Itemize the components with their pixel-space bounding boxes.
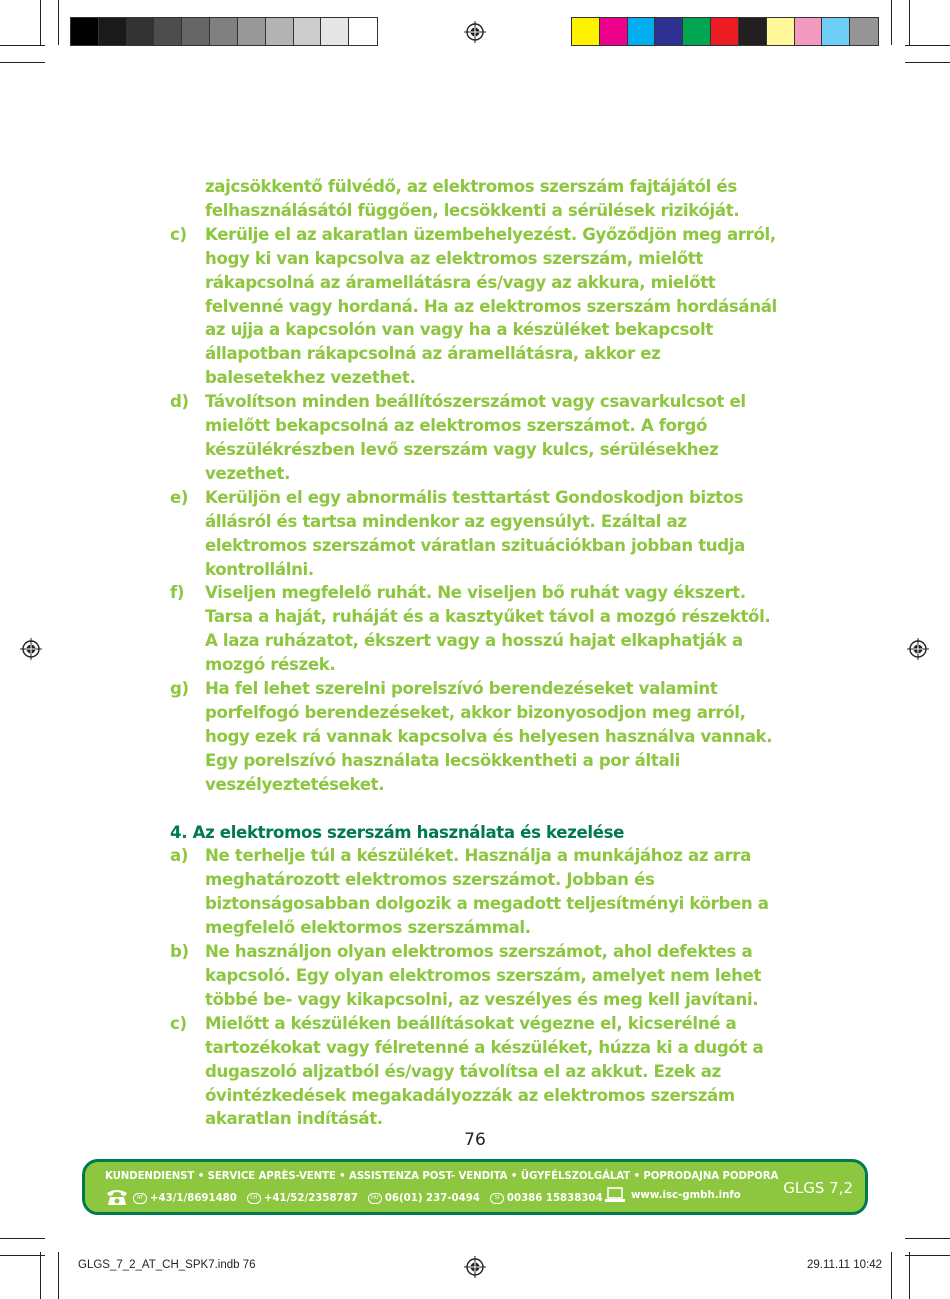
- list-item-text: Távolítson minden beállítószerszámot vagy csavarkulcsot el mielőtt bekapcsolná az elektromos szerszámot. A forgó készülékrészben levő szerszám vagy kulcs, sérülésekhez vezethet.: [205, 392, 746, 483]
- color-swatch: [655, 18, 683, 45]
- color-swatch: [572, 18, 600, 45]
- slug-date: 29.11.11 10:42: [806, 1259, 882, 1271]
- crop-mark: [0, 1255, 45, 1256]
- color-swatch: [238, 18, 266, 45]
- color-swatch: [795, 18, 823, 45]
- color-swatch: [154, 18, 182, 45]
- list-item: [170, 223, 785, 390]
- phone-contact: [368, 1193, 480, 1204]
- color-swatch: [822, 18, 850, 45]
- grayscale-calibration-bar: [70, 17, 378, 46]
- color-swatch: [683, 18, 711, 45]
- registration-mark-icon: [20, 638, 42, 660]
- telephone-icon: [105, 1188, 129, 1206]
- registration-mark-icon: [907, 638, 929, 660]
- continued-paragraph: zajcsökkentő fülvédő, az elektromos szerszám fajtájától és felhasználásától függően, lecsökkenti a sérülések rizikóját.: [205, 177, 740, 220]
- crop-mark: [0, 45, 45, 46]
- list-item: [170, 844, 785, 940]
- crop-mark: [40, 0, 41, 45]
- website-block: [605, 1187, 741, 1203]
- safety-instructions-list: [170, 223, 785, 797]
- country-flag-icon: SI: [490, 1193, 504, 1204]
- crop-mark: [0, 62, 45, 63]
- list-item-text: Viseljen megfelelő ruhát. Ne viseljen bő ruhát vagy ékszert. Tarsa a haját, ruháját és a kasztyűket távol a mozgó részektől. A laza ruházatot, ékszert vagy a hosszú hajat elkaphatják a mozgó részek.: [205, 583, 771, 675]
- crop-mark: [891, 0, 892, 45]
- section-heading: 4. Az elektromos szerszám használata és kezelése: [170, 822, 625, 842]
- color-calibration-bar: [571, 17, 879, 46]
- list-item: [170, 940, 785, 1012]
- crop-mark: [58, 1252, 59, 1299]
- phone-contact: [490, 1193, 603, 1204]
- list-item-label: c): [170, 224, 187, 244]
- crop-mark: [905, 1255, 950, 1256]
- color-swatch: [294, 18, 322, 45]
- phone-contact: [133, 1193, 237, 1204]
- crop-mark: [40, 1252, 41, 1299]
- color-swatch: [600, 18, 628, 45]
- crop-mark: [909, 1252, 910, 1299]
- page-number: 76: [464, 1130, 486, 1150]
- crop-mark: [0, 1238, 45, 1239]
- manual-body-text: [170, 175, 785, 1131]
- registration-mark-icon: [464, 1256, 486, 1278]
- customer-service-box: [82, 1159, 868, 1215]
- registration-mark-icon: [464, 21, 486, 43]
- phone-number: 06(01) 237-0494: [384, 1193, 480, 1204]
- list-item-label: a): [170, 846, 189, 866]
- color-swatch: [266, 18, 294, 45]
- crop-mark: [905, 62, 950, 63]
- phone-number: +43/1/8691480: [150, 1193, 237, 1204]
- laptop-icon: [605, 1187, 625, 1203]
- list-item-label: d): [170, 392, 189, 412]
- list-item-label: e): [170, 487, 189, 507]
- color-swatch: [349, 18, 377, 45]
- list-item-text: Ne terhelje túl a készüléket. Használja a munkájához az arra meghatározott elektromos szerszámot. Jobban és biztonságosabban dolgozik a megadott teljesítményi körben a megfelelő elektormos szerszámmal.: [205, 846, 769, 938]
- list-item-label: c): [170, 1013, 187, 1033]
- country-flag-icon: AT: [133, 1193, 147, 1204]
- crop-mark: [891, 1252, 892, 1299]
- list-item-text: Ne használjon olyan elektromos szerszámot, ahol defektes a kapcsoló. Egy olyan elektromos szerszám, amelyet nem lehet többé be- vagy kikapcsolni, az veszélyes és meg kell javítani.: [205, 942, 762, 1009]
- country-flag-icon: HU: [368, 1193, 382, 1204]
- country-flag-icon: CH: [247, 1193, 261, 1204]
- color-swatch: [71, 18, 99, 45]
- phone-contacts: [133, 1193, 613, 1204]
- usage-instructions-list: [170, 844, 785, 1131]
- color-swatch: [739, 18, 767, 45]
- phone-contact: [247, 1193, 358, 1204]
- list-item-text: Mielőtt a készüléken beállításokat végezne el, kicserélné a tartozékokat vagy félretenné a készüléket, húzza ki a dugót a dugaszoló aljzatból és/vagy távolítsa el az akkut. Ezek az óvintézkedések megakadályozzák az elektromos szerszám akaratlan indítását.: [205, 1013, 764, 1129]
- list-item-text: Kerülje el az akaratlan üzembehelyezést. Győződjön meg arról, hogy ki van kapcsolva az elektromos szerszám, mielőtt rákapcsolná az áramellátásra és/vagy az akkura, mielőtt felvenné vagy hordaná. Ha az elektromos szerszám hordásánál az ujja a kapcsolón van vagy ha a készüléket bekapcsolt állapotban rákapcsolná az áramellátásra, akkor ez balesetekhez vezethet.: [205, 224, 777, 388]
- color-swatch: [99, 18, 127, 45]
- color-swatch: [321, 18, 349, 45]
- color-swatch: [767, 18, 795, 45]
- color-swatch: [210, 18, 238, 45]
- phone-number: 00386 15838304: [506, 1193, 603, 1204]
- crop-mark: [905, 1238, 950, 1239]
- list-item-label: g): [170, 679, 189, 699]
- list-item-label: f): [170, 583, 185, 603]
- color-swatch: [850, 18, 878, 45]
- list-item: [170, 1012, 785, 1132]
- phone-number: +41/52/2358787: [263, 1193, 358, 1204]
- model-label: GLGS 7,2: [783, 1179, 853, 1197]
- color-swatch: [182, 18, 210, 45]
- service-title: KUNDENDIENST • SERVICE APRÈS-VENTE • ASSISTENZA POST- VENDITA • ÜGYFÉLSZOLGÁLAT • POPRODAJNA PODPORA: [105, 1171, 779, 1182]
- list-item: [170, 677, 785, 797]
- list-item: [170, 390, 785, 486]
- list-item: [170, 486, 785, 582]
- color-swatch: [127, 18, 155, 45]
- list-item-text: Kerüljön el egy abnormális testtartást Gondoskodjon biztos állásról és tartsa mindenkor az egyensúlyt. Ezáltal az elektromos szerszámot váratlan szituációkban jobban tudja kontrollálni.: [205, 487, 745, 579]
- color-swatch: [711, 18, 739, 45]
- list-item: [170, 581, 785, 677]
- crop-mark: [905, 45, 950, 46]
- list-item-label: b): [170, 942, 189, 962]
- color-swatch: [628, 18, 656, 45]
- slug-file-name: GLGS_7_2_AT_CH_SPK7.indb 76: [78, 1259, 256, 1271]
- crop-mark: [909, 0, 910, 45]
- website-link[interactable]: www.isc-gmbh.info: [631, 1189, 741, 1201]
- list-item-text: Ha fel lehet szerelni porelszívó berendezéseket valamint porfelfogó berendezéseket, akkor bizonyosodjon meg arról, hogy ezek rá vannak kapcsolva és helyesen használva vannak. Egy porelszívó használata lecsökkentheti a por általi veszélyeztetéseket.: [205, 679, 773, 794]
- crop-mark: [58, 0, 59, 45]
